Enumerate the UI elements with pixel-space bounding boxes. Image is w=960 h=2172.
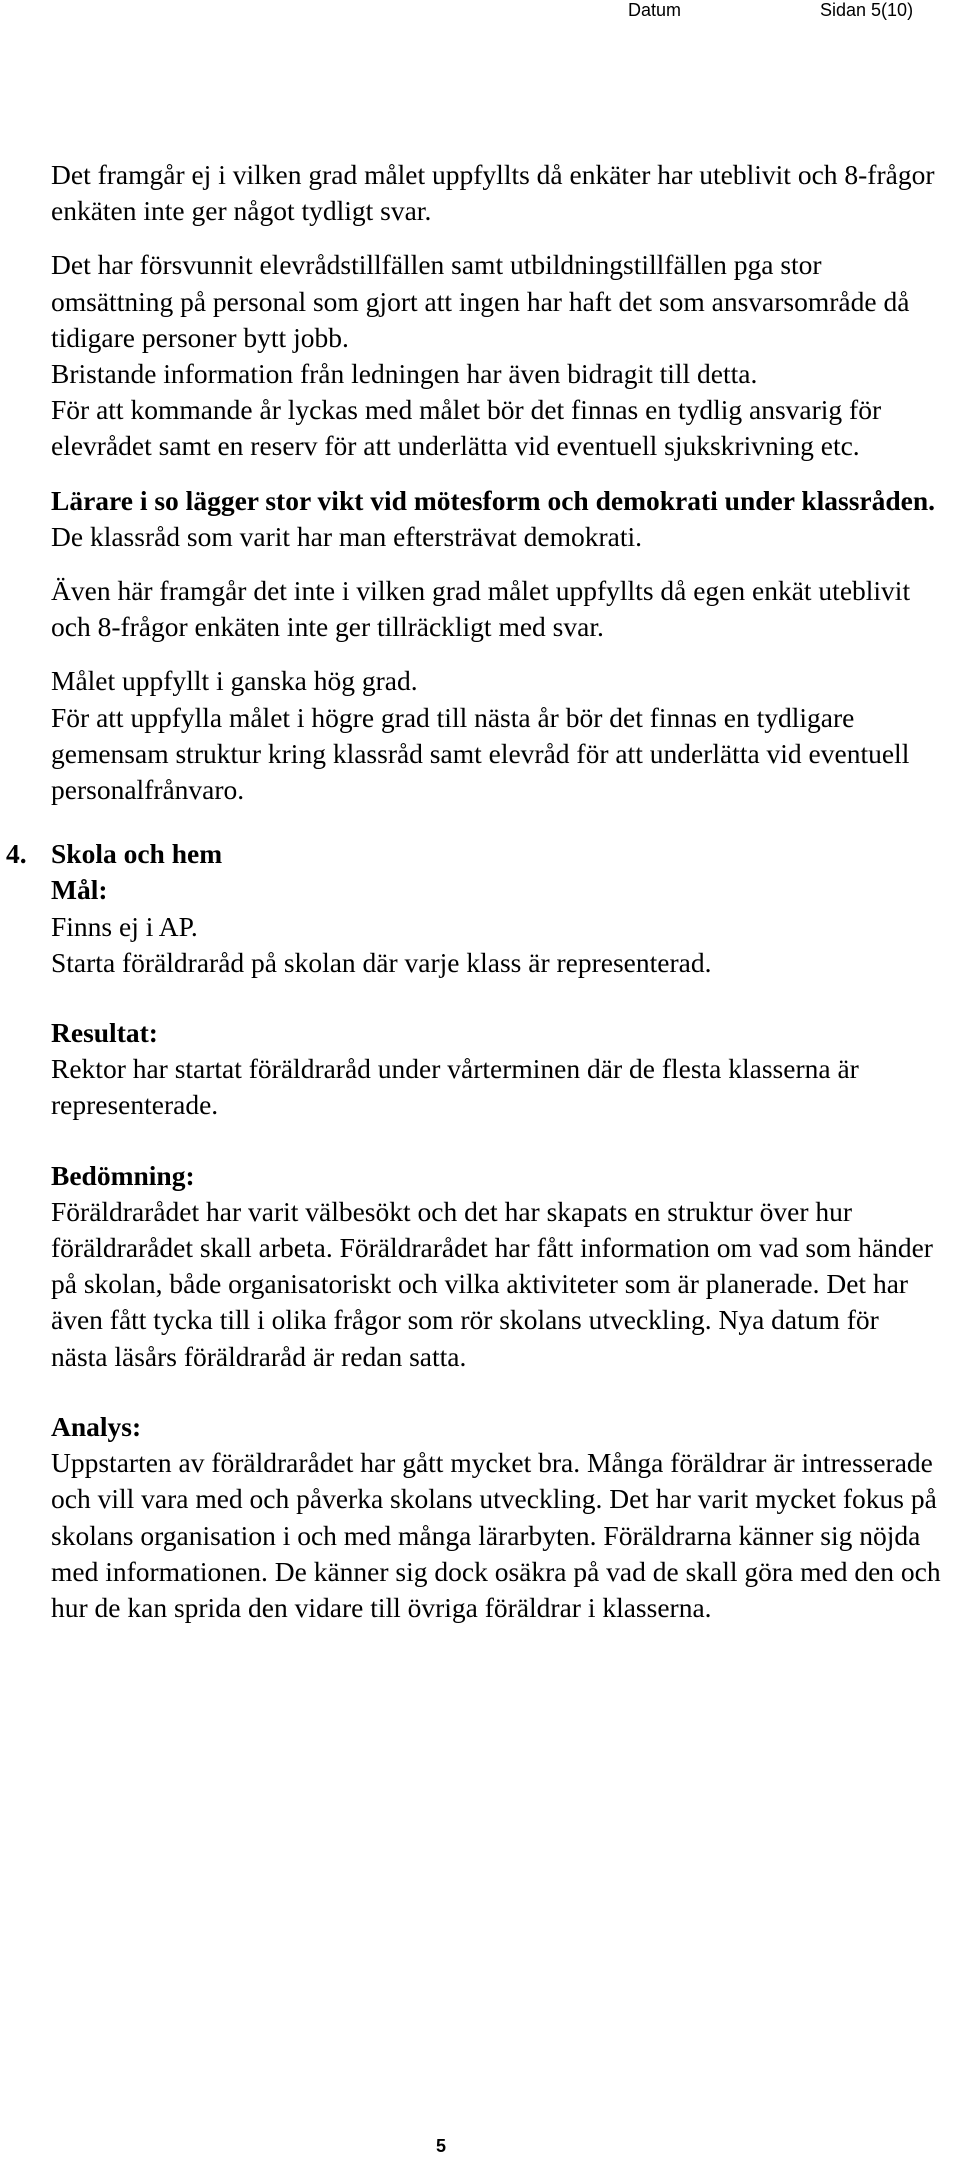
paragraph-enkater: Det framgår ej i vilken grad målet uppfyllts då enkäter har uteblivit och 8-frågor enkäten inte ger något tydligt svar. [51,159,935,227]
analysis-heading: Analys: [51,1410,142,1442]
footer-page-number: 5 [436,2136,447,2156]
goal-heading: Mål: [51,874,108,906]
paragraph-klassrad: De klassråd som varit har man eftersträvat demokrati. [51,520,643,552]
assessment-text: Föräldrarådet har varit välbesökt och det har skapats en struktur över hur föräldrarådet skall arbeta. Föräldrarådet har fått information om vad som händer på skolan, både organisatoriskt och vilka aktiviteter som är planerade. Det har även fått tycka till i olika frågor som rör skolans utveckling. Nya datum för nästa läsårs föräldraråd är redan satta. [51,1195,933,1372]
header-date-label: Datum [628,0,682,20]
paragraph-uppfylla-malet: För att uppfylla målet i högre grad till nästa år bör det finnas en tydligare gemensam struktur kring klassråd samt elevråd för att underlätta vid eventuell personalfrånvaro. [51,701,910,806]
header-page-label: Sidan 5(10) [820,0,914,20]
paragraph-kommande-ar: För att kommande år lyckas med målet bör det finnas en tydlig ansvarig för elevrådet samt en reserv för att underlätta vid eventuell sjukskrivning etc. [51,394,882,462]
paragraph-larare-so: Lärare i so lägger stor vikt vid mötesform och demokrati under klassråden. [51,484,936,516]
assessment-heading: Bedömning: [51,1159,195,1191]
goal-line: Finns ej i AP. [51,910,198,942]
section-number: 4. [6,838,27,870]
paragraph-information: Bristande information från ledningen har även bidragit till detta. [51,358,758,390]
analysis-text: Uppstarten av föräldrarådet har gått mycket bra. Många föräldrar är intresserade och vill vara med och påverka skolans utveckling. Det har varit mycket fokus på skolans organisation i och med många lärarbyten. Föräldrarna känner sig nöjda med informationen. De känner sig dock osäkra på vad de skall göra med den och hur de kan sprida den vidare till övriga föräldrar i klasserna. [51,1447,941,1623]
paragraph-malet-uppfyllt: Målet uppfyllt i ganska hög grad. [51,665,418,697]
result-text: Rektor har startat föräldraråd under vårterminen där de flesta klasserna är representerade. [51,1053,859,1121]
section-heading [6,836,941,872]
document-body [6,157,941,1626]
paragraph-elevrad: Det har försvunnit elevrådstillfällen samt utbildningstillfällen pga stor omsättning på personal som gjort att ingen har haft det som ansvarsområde då tidigare personer bytt jobb. [51,249,910,353]
goal-line: Starta föräldraråd på skolan där varje klass är representerad. [51,946,712,978]
section-title: Skola och hem [51,838,223,870]
result-heading: Resultat: [51,1017,158,1049]
page-header [0,0,960,20]
paragraph-aven-har: Även här framgår det inte i vilken grad målet uppfyllts då egen enkät uteblivit och 8-frågor enkäten inte ger tillräckligt med svar. [51,575,911,643]
